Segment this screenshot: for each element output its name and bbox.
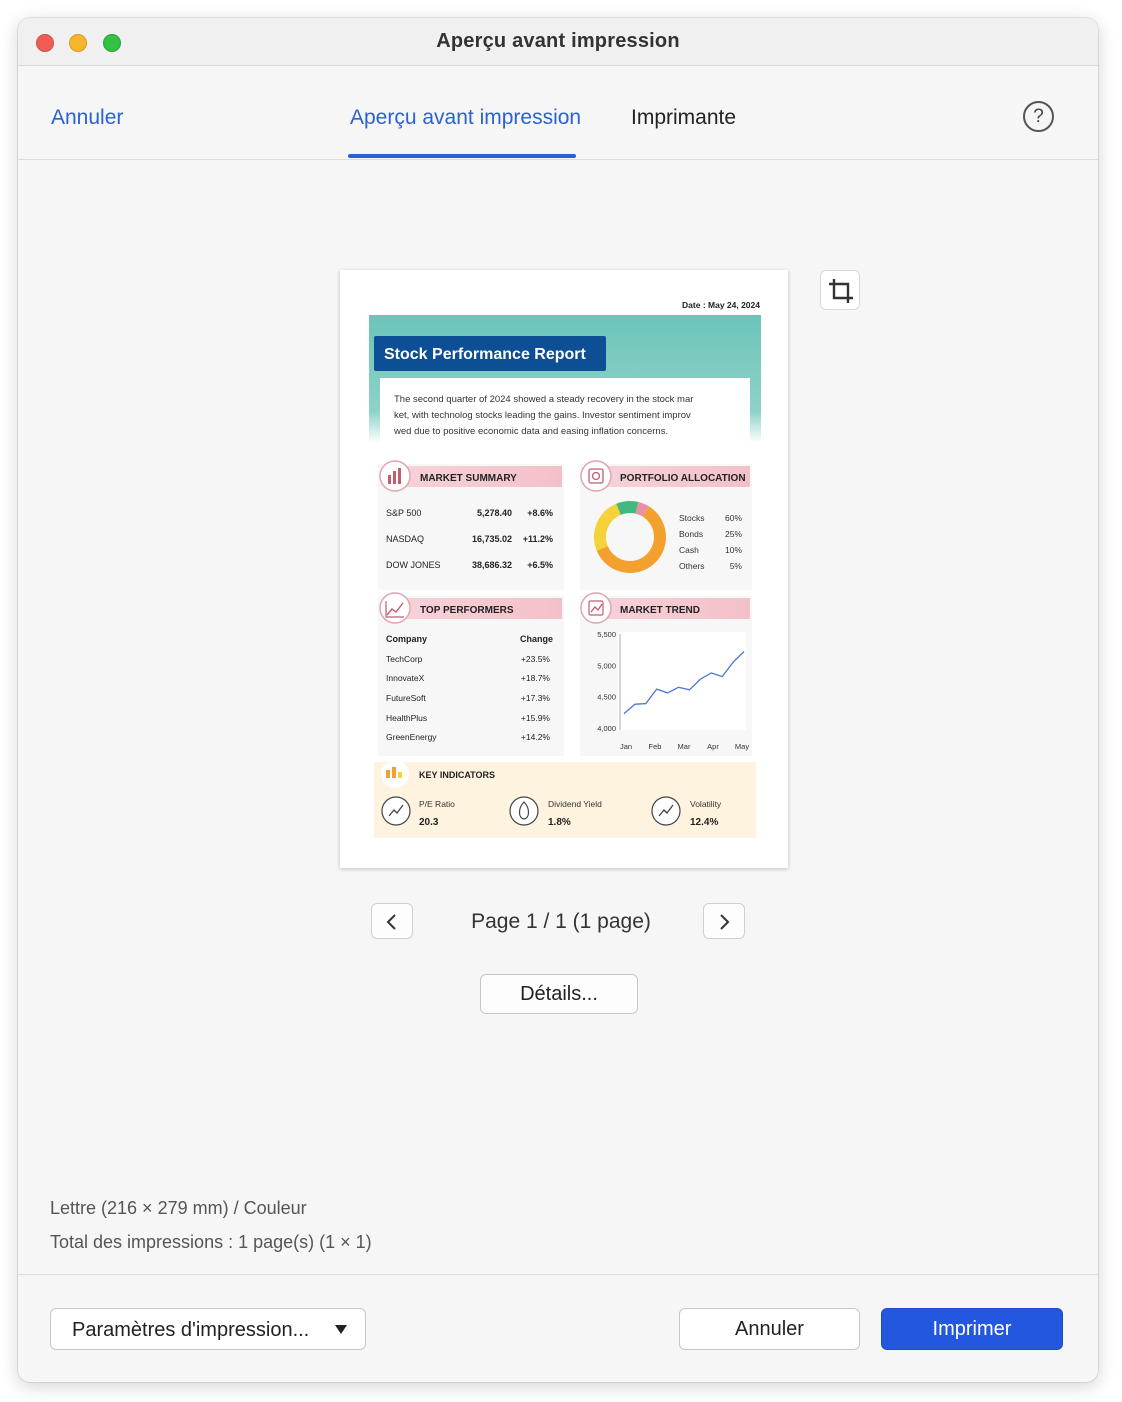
- index-change: +11.2%: [522, 534, 553, 544]
- market-summary-heading: MARKET SUMMARY: [420, 473, 517, 484]
- trend-y-tick-label: 4,500: [597, 692, 616, 702]
- indicator-label: P/E Ratio: [419, 799, 455, 809]
- title-bar: [18, 18, 1098, 66]
- index-change: +8.6%: [527, 508, 553, 518]
- donut-slice-others: [637, 508, 646, 512]
- index-value: 38,686.32: [471, 560, 512, 570]
- chart-line-icon: [382, 797, 410, 825]
- trend-y-tick-label: 5,500: [597, 630, 616, 639]
- trend-x-tick-label: Jan: [619, 742, 633, 751]
- print-settings-dropdown[interactable]: [50, 1308, 366, 1350]
- details-button[interactable]: Détails...: [480, 974, 638, 1014]
- portfolio-heading: PORTFOLIO ALLOCATION: [620, 473, 746, 484]
- indicator-label: Volatility: [690, 799, 722, 809]
- print-settings-label: Paramètres d'impression...: [72, 1319, 310, 1341]
- active-tab-indicator: [348, 154, 576, 158]
- chevron-right-icon: [717, 913, 731, 931]
- crop-icon: [828, 278, 854, 304]
- page-indicator: Page 1 / 1 (1 page): [471, 910, 651, 933]
- paper-info: Lettre (216 × 279 mm) / Couleur: [50, 1198, 307, 1218]
- print-button[interactable]: Imprimer: [881, 1308, 1063, 1350]
- indicator-value: 1.8%: [548, 817, 571, 828]
- allocation-value: 25%: [724, 529, 742, 539]
- performer-company: TechCorp: [386, 654, 423, 664]
- market-trend-section: [580, 593, 752, 756]
- portfolio-icon: [581, 461, 611, 491]
- trend-y-tick-label: 4,000: [597, 724, 616, 733]
- next-page-button[interactable]: [703, 903, 745, 939]
- performer-change: +15.9%: [520, 713, 550, 723]
- index-name: NASDAQ: [386, 534, 425, 544]
- performer-company: InnovateX: [386, 673, 425, 683]
- help-icon[interactable]: ?: [1023, 101, 1054, 132]
- trend-chart-icon: [380, 593, 410, 623]
- performer-change: +14.2%: [520, 732, 550, 742]
- performer-change: +17.3%: [520, 693, 550, 703]
- trend-x-tick-label: Feb: [648, 742, 662, 751]
- tab-print-preview[interactable]: Aperçu avant impression: [350, 106, 582, 129]
- index-name: DOW JONES: [386, 560, 441, 570]
- market-trend-heading: MARKET TREND: [620, 605, 700, 616]
- crop-button[interactable]: [820, 270, 860, 310]
- page-preview: [340, 270, 788, 868]
- portfolio-allocation-section: [580, 461, 752, 590]
- allocation-value: 5%: [729, 561, 742, 571]
- caret-down-icon: [335, 1325, 347, 1334]
- summary-line: The second quarter of 2024 showed a steady recovery in the stock mar: [394, 394, 694, 405]
- index-name: S&P 500: [386, 508, 422, 518]
- footer-divider: [18, 1274, 1098, 1275]
- window-title: Aperçu avant impression: [436, 30, 680, 52]
- allocation-label: Cash: [679, 545, 699, 555]
- trend-y-tick-label: 5,000: [597, 661, 616, 671]
- trend-x-tick-label: Apr: [707, 742, 719, 751]
- report-page: [340, 270, 788, 868]
- indicator-value: 20.3: [419, 817, 439, 828]
- performer-change: +18.7%: [520, 673, 550, 683]
- cancel-button[interactable]: Annuler: [679, 1308, 860, 1350]
- chevron-left-icon: [385, 913, 399, 931]
- allocation-label: Bonds: [679, 529, 704, 539]
- top-performers-heading: TOP PERFORMERS: [420, 605, 514, 616]
- tab-bar: [18, 66, 1098, 160]
- tab-cancel[interactable]: Annuler: [51, 106, 124, 129]
- report-title: Stock Performance Report: [384, 346, 586, 363]
- allocation-label: Stocks: [679, 513, 705, 523]
- market-summary-section: [378, 461, 564, 590]
- indicator-label: Dividend Yield: [548, 799, 602, 809]
- column-header-change: Change: [519, 634, 553, 644]
- index-value: 5,278.40: [476, 508, 512, 518]
- column-header-company: Company: [386, 634, 428, 644]
- trend-x-tick-label: May: [734, 742, 750, 751]
- total-prints-info: Total des impressions : 1 page(s) (1 × 1): [50, 1232, 372, 1252]
- performer-company: FutureSoft: [386, 693, 426, 703]
- summary-line: wed due to positive economic data and easing inflation concerns.: [394, 426, 669, 437]
- donut-slice-cash: [619, 507, 637, 509]
- allocation-value: 60%: [724, 513, 742, 523]
- report-date: Date : May 24, 2024: [682, 300, 760, 310]
- allocation-label: Others: [679, 561, 705, 571]
- chart-line-icon: [652, 797, 680, 825]
- summary-line: ket, with technolog stocks leading the gains. Investor sentiment improv: [394, 410, 691, 421]
- key-indicators-section: [374, 760, 756, 838]
- performer-company: GreenEnergy: [386, 732, 437, 742]
- allocation-value: 10%: [724, 545, 742, 555]
- indicator-value: 12.4%: [690, 817, 719, 828]
- index-value: 16,735.02: [471, 534, 512, 544]
- trend-x-tick-label: Mar: [677, 742, 691, 751]
- previous-page-button[interactable]: [371, 903, 413, 939]
- tab-printer[interactable]: Imprimante: [631, 106, 737, 129]
- trend-plot-area: [618, 632, 746, 730]
- print-preview-window: [18, 18, 1098, 1382]
- key-indicators-heading: KEY INDICATORS: [419, 770, 496, 780]
- top-performers-section: [378, 593, 564, 756]
- performer-company: HealthPlus: [386, 713, 428, 723]
- performer-change: +23.5%: [520, 654, 550, 664]
- index-change: +6.5%: [527, 560, 553, 570]
